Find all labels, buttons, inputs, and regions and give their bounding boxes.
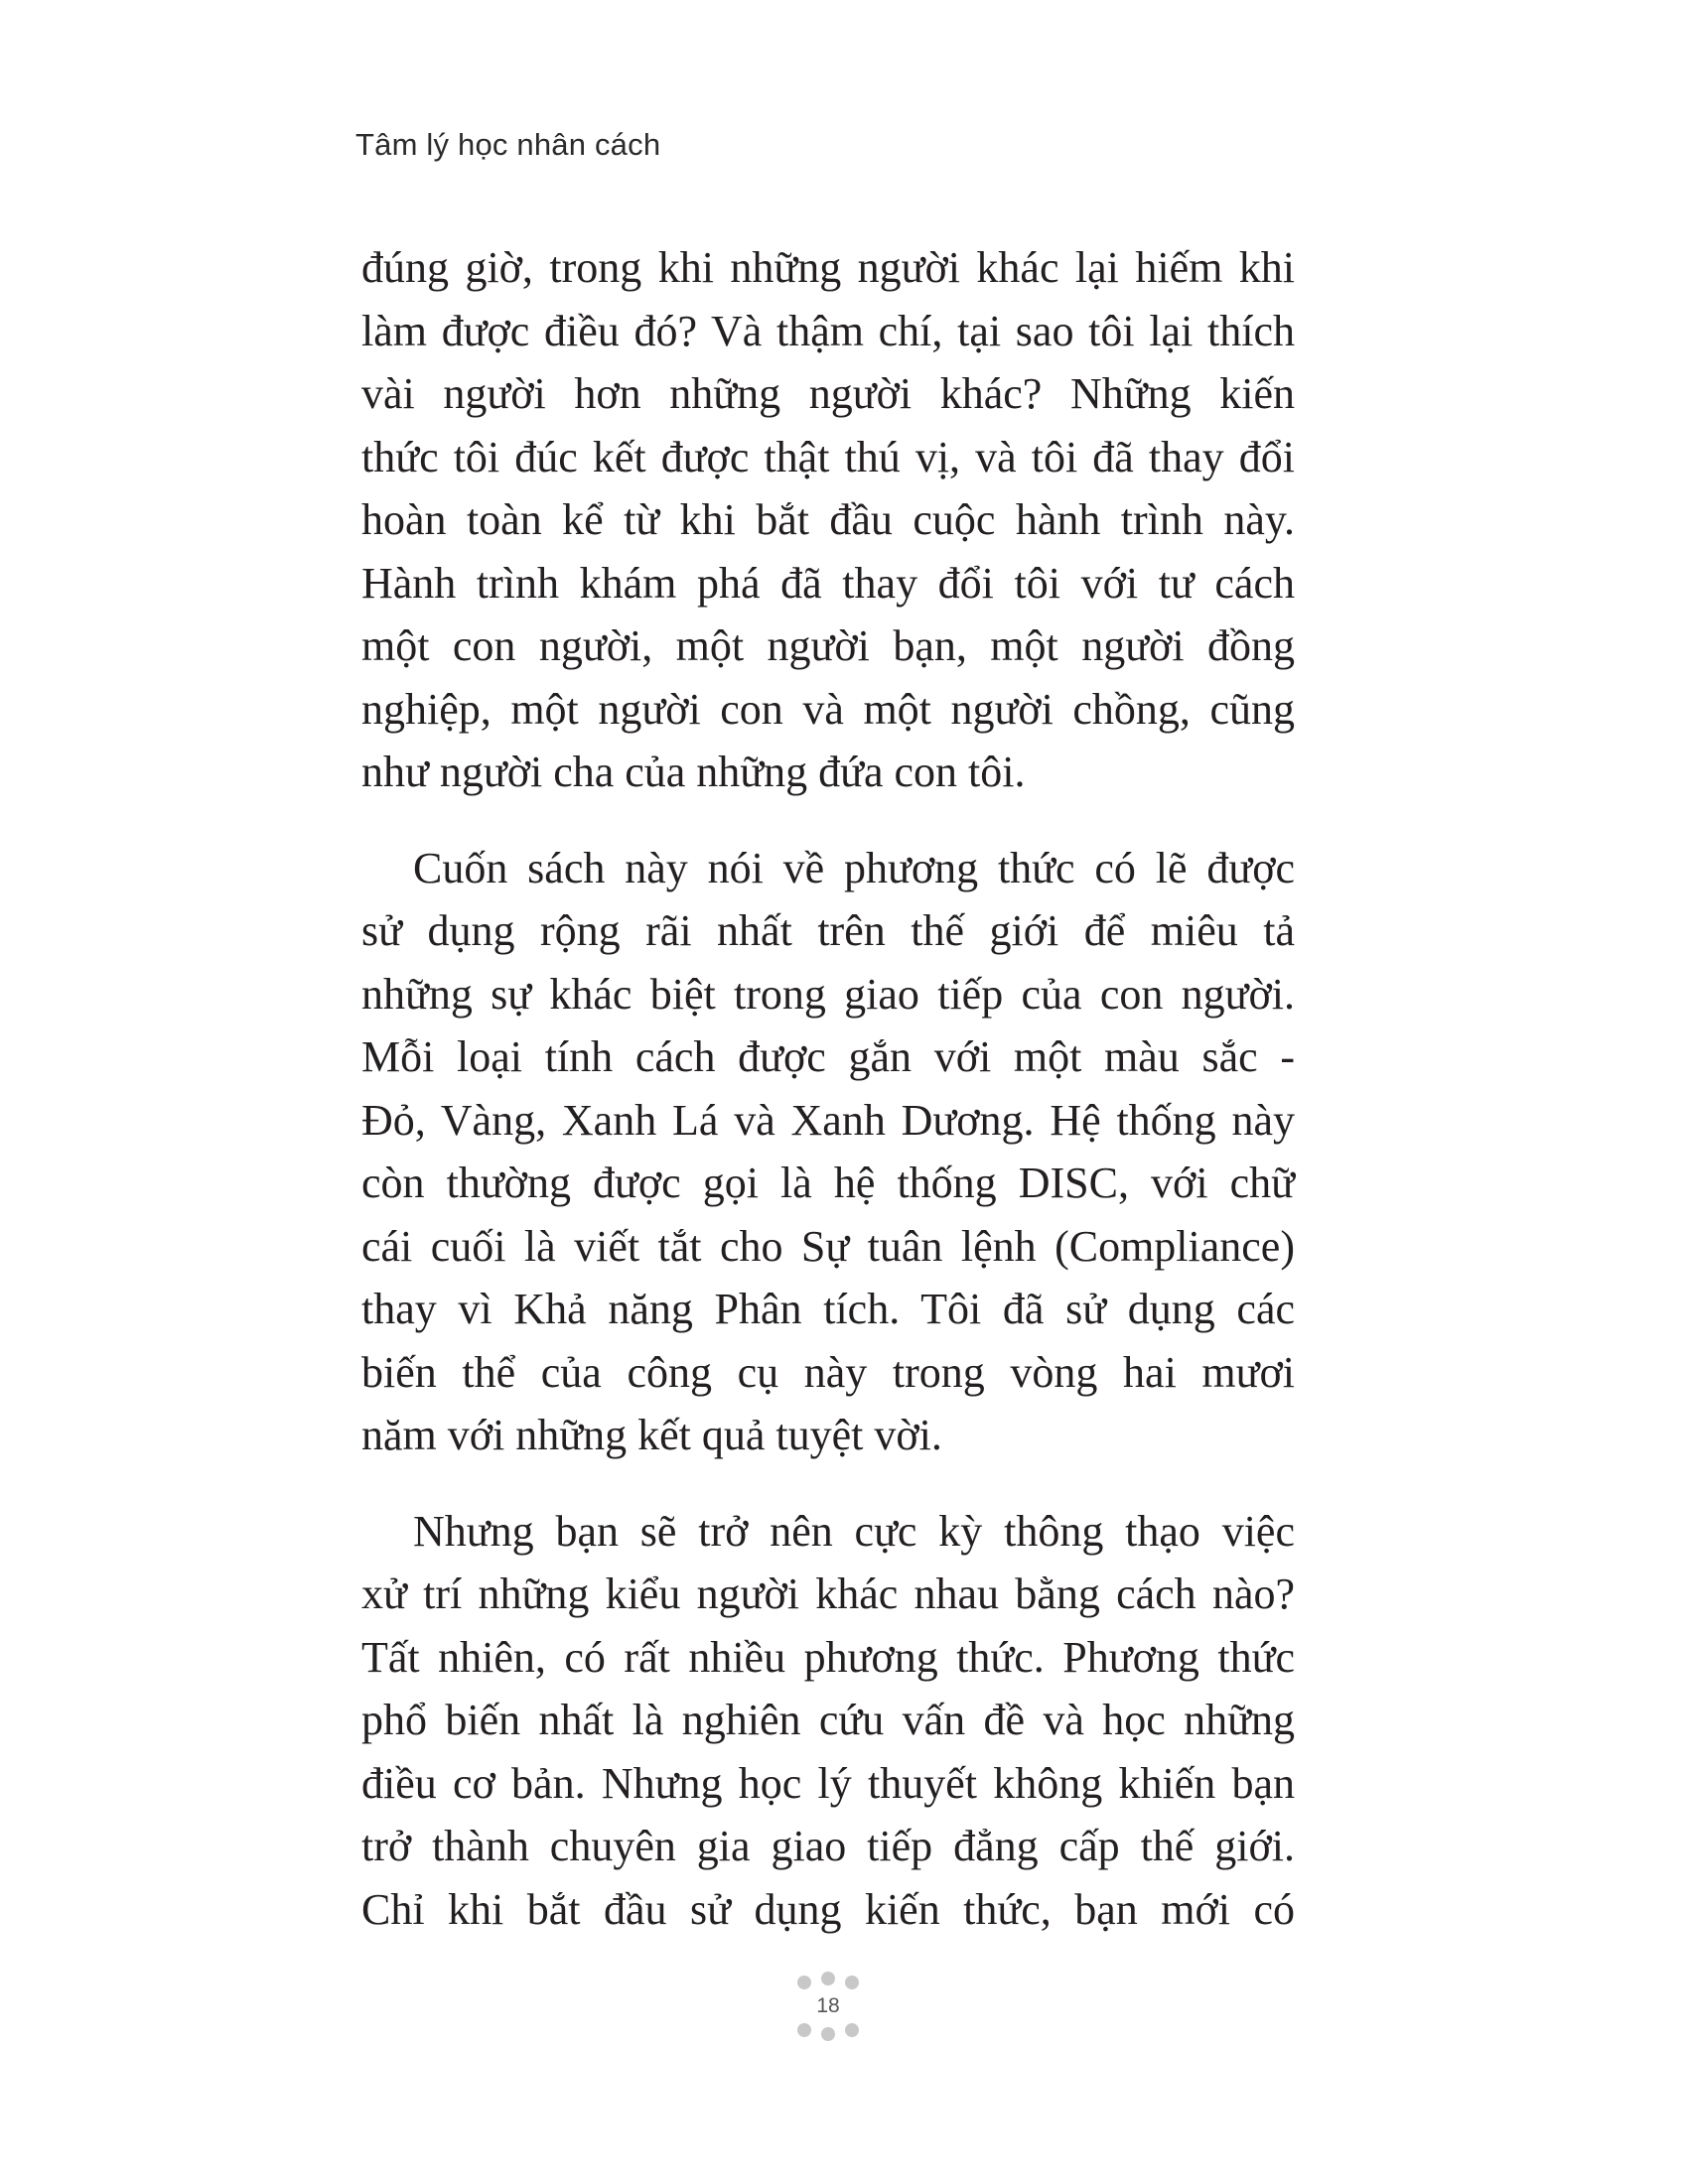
text-line: biến thể của công cụ này trong vòng hai mươi	[361, 1347, 1295, 1397]
text-line: điều cơ bản. Nhưng học lý thuyết không khiến bạn	[361, 1758, 1295, 1808]
text-line: Cuốn sách này nói về phương thức có lẽ được	[413, 843, 1295, 892]
text-line: cái cuối là viết tắt cho Sự tuân lệnh (Compliance)	[361, 1221, 1295, 1271]
text-line: nghiệp, một người con và một người chồng, cũng	[361, 684, 1295, 734]
page-number: 18	[805, 1989, 851, 2023]
text-line: còn thường được gọi là hệ thống DISC, với chữ	[361, 1159, 1295, 1207]
text-line: thức tôi đúc kết được thật thú vị, và tôi đã thay đổi	[361, 432, 1295, 481]
paragraph-2	[361, 837, 1295, 1467]
text-line: một con người, một người bạn, một người đồng	[361, 621, 1295, 670]
ornament-dot	[821, 2027, 835, 2041]
text-line: Tất nhiên, có rất nhiều phương thức. Phương thức	[361, 1632, 1295, 1682]
text-line: hoàn toàn kể từ khi bắt đầu cuộc hành trình này.	[361, 495, 1295, 544]
text-line: Đỏ, Vàng, Xanh Lá và Xanh Dương. Hệ thống này	[361, 1095, 1295, 1145]
ornament-dot	[797, 2023, 811, 2037]
paragraph-1	[361, 236, 1295, 804]
text-line: năm với những kết quả tuyệt vời.	[361, 1411, 942, 1459]
text-line: vài người hơn những người khác? Những kiến	[361, 369, 1295, 418]
page-number-ornament	[797, 1976, 859, 2037]
paragraph-3	[361, 1500, 1295, 1942]
text-line: làm được điều đó? Và thậm chí, tại sao tôi lại thích	[361, 306, 1295, 355]
ornament-dot	[845, 2023, 859, 2037]
text-line: Chỉ khi bắt đầu sử dụng kiến thức, bạn mới có	[361, 1884, 1295, 1934]
text-line: Nhưng bạn sẽ trở nên cực kỳ thông thạo việc	[413, 1506, 1295, 1556]
ornament-dot	[821, 1972, 835, 1985]
ornament-dot	[845, 1976, 859, 1989]
text-line: Mỗi loại tính cách được gắn với một màu sắc -	[361, 1032, 1295, 1081]
text-line: phổ biến nhất là nghiên cứu vấn đề và học những	[361, 1696, 1295, 1744]
running-header-title: Tâm lý học nhân cách	[355, 127, 661, 162]
ornament-dot	[797, 1976, 811, 1989]
text-line: thay vì Khả năng Phân tích. Tôi đã sử dụng các	[361, 1285, 1295, 1333]
body-text	[361, 236, 1295, 1974]
text-line: sử dụng rộng rãi nhất trên thế giới để miêu tả	[361, 906, 1295, 955]
text-line: những sự khác biệt trong giao tiếp của con người.	[361, 969, 1295, 1019]
text-line: như người cha của những đứa con tôi.	[361, 748, 1026, 796]
text-line: Hành trình khám phá đã thay đổi tôi với tư cách	[361, 558, 1295, 608]
text-line: trở thành chuyên gia giao tiếp đẳng cấp thế giới.	[361, 1822, 1295, 1870]
text-line: xử trí những kiểu người khác nhau bằng cách nào?	[361, 1570, 1295, 1618]
text-line: đúng giờ, trong khi những người khác lại hiếm khi	[361, 243, 1295, 292]
